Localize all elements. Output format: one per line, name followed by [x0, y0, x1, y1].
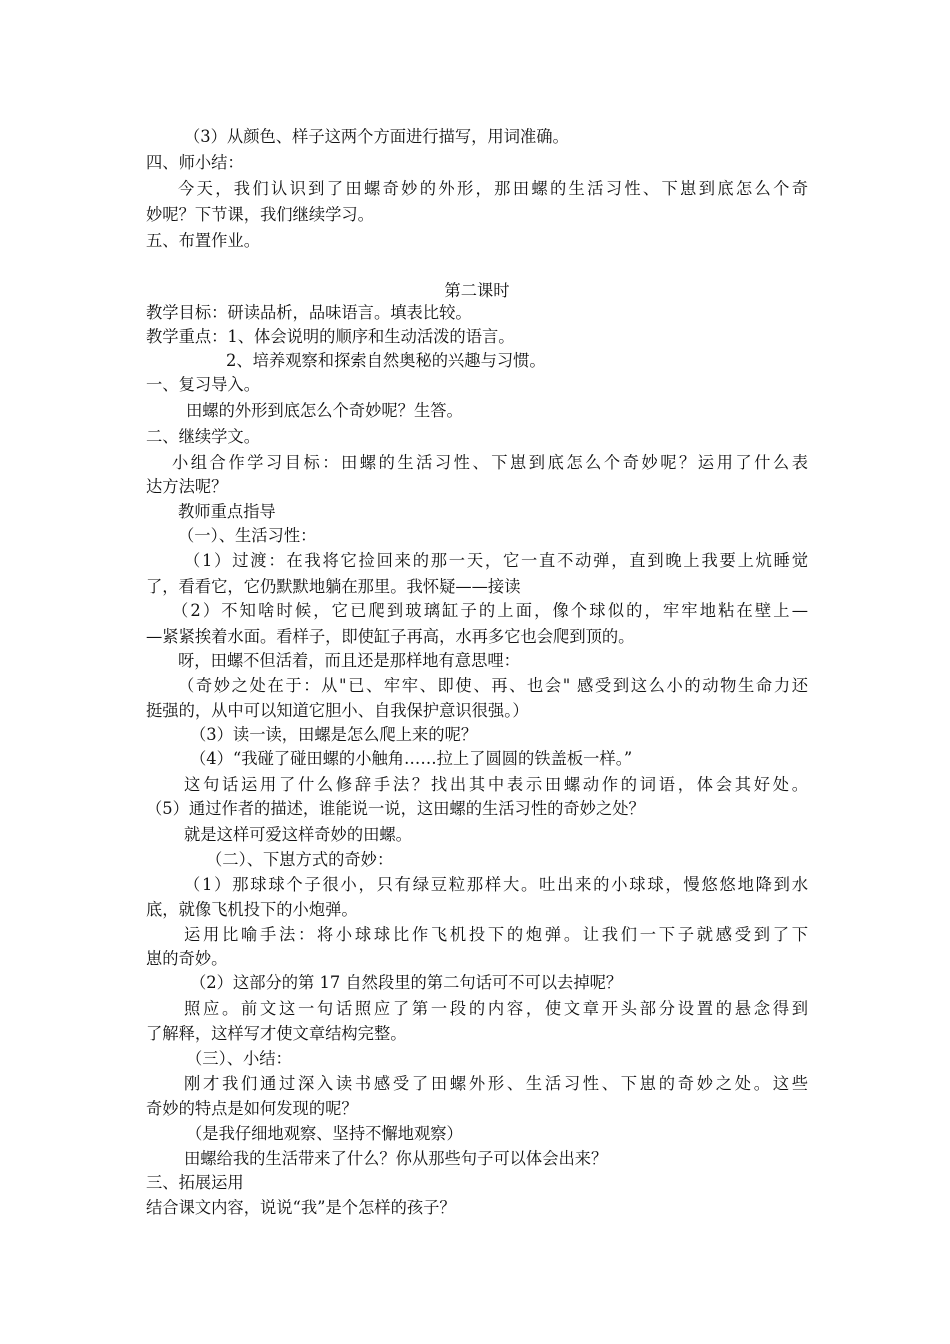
text-line: 妙呢？下节课，我们继续学习。: [146, 205, 374, 224]
text-line: 底，就像飞机投下的小炮弹。: [146, 900, 358, 919]
section-heading: 四、师小结：: [146, 153, 244, 172]
text-line: —紧紧挨着水面。看样子，即使缸子再高，水再多它也会爬到顶的。: [146, 627, 635, 646]
text-line: 小组合作学习目标：田螺的生活习性、下崽到底怎么个奇妙呢？运用了什么表: [172, 453, 808, 472]
text-line: 了，看看它，它仍默默地躺在那里。我怀疑——接读: [146, 577, 521, 596]
text-line: 达方法呢？: [146, 477, 228, 496]
text-line: 2、培养观察和探索自然奥秘的兴趣与习惯。: [226, 351, 546, 370]
text-line: （奇妙之处在于：从"已、牢牢、即使、再、也会" 感受到这么小的动物生命力还: [178, 676, 808, 695]
text-line: （1）那球球个子很小，只有绿豆粒那样大。吐出来的小球球，慢悠悠地降到水: [184, 875, 808, 894]
text-line: （2）这部分的第 17 自然段里的第二句话可不可以去掉呢？: [190, 973, 623, 992]
text-line: 奇妙的特点是如何发现的呢？: [146, 1099, 358, 1118]
text-line: 了解释，这样写才使文章结构完整。: [146, 1024, 407, 1043]
text-line: 运用比喻手法：将小球球比作飞机投下的炮弹。让我们一下子就感受到了下: [184, 925, 808, 944]
text-line: （是我仔细地观察、坚持不懈地观察）: [186, 1124, 463, 1143]
section-heading: 五、布置作业。: [146, 231, 260, 250]
section-heading: 二、继续学文。: [146, 427, 260, 446]
text-line: 结合课文内容，说说“我”是个怎样的孩子？: [146, 1198, 456, 1217]
text-line: （4）“我碰了碰田螺的小触角……拉上了圆圆的铁盖板一样。”: [190, 749, 633, 768]
text-line: （2）不知啥时候，它已爬到玻璃缸子的上面，像个球似的，牢牢地粘在壁上—: [172, 601, 808, 620]
subsection-heading: （三）、小结：: [186, 1049, 292, 1068]
text-line: 刚才我们通过深入读书感受了田螺外形、生活习性、下崽的奇妙之处。这些: [184, 1074, 808, 1093]
text-line: （3）从颜色、样子这两个方面进行描写，用词准确。: [184, 127, 569, 146]
text-line: 教学目标：研读品析，品味语言。填表比较。: [146, 303, 472, 322]
text-line: 教学重点：1、体会说明的顺序和生动活泼的语言。: [146, 327, 515, 346]
text-line: 教师重点指导: [178, 502, 276, 521]
text-line: 挺强的，从中可以知道它胆小、自我保护意识很强。）: [146, 701, 529, 720]
subsection-heading: （一）、生活习性：: [178, 526, 317, 545]
subsection-heading: （二）、下崽方式的奇妙：: [206, 850, 394, 869]
text-line: （3）读一读，田螺是怎么爬上来的呢？: [190, 725, 478, 744]
lesson-title: 第二课时: [444, 281, 510, 300]
text-line: 这句话运用了什么修辞手法？找出其中表示田螺动作的词语，体会其好处。: [184, 775, 808, 794]
text-line: 田螺给我的生活带来了什么？你从那些句子可以体会出来？: [184, 1149, 608, 1168]
text-line: 田螺的外形到底怎么个奇妙呢？生答。: [186, 401, 463, 420]
text-line: 就是这样可爱这样奇妙的田螺。: [184, 825, 412, 844]
section-heading: 一、复习导入。: [146, 375, 260, 394]
text-line: 照应。前文这一句话照应了第一段的内容，使文章开头部分设置的悬念得到: [184, 999, 808, 1018]
text-line: （1）过渡：在我将它捡回来的那一天，它一直不动弹，直到晚上我要上炕睡觉: [184, 551, 808, 570]
text-line: 崽的奇妙。: [146, 949, 228, 968]
section-heading: 三、拓展运用: [146, 1173, 244, 1192]
text-line: 呀，田螺不但活着，而且还是那样地有意思哩：: [178, 651, 520, 670]
text-line: 今天，我们认识到了田螺奇妙的外形，那田螺的生活习性、下崽到底怎么个奇: [178, 179, 808, 198]
text-line: （5）通过作者的描述，谁能说一说，这田螺的生活习性的奇妙之处？: [146, 799, 645, 818]
